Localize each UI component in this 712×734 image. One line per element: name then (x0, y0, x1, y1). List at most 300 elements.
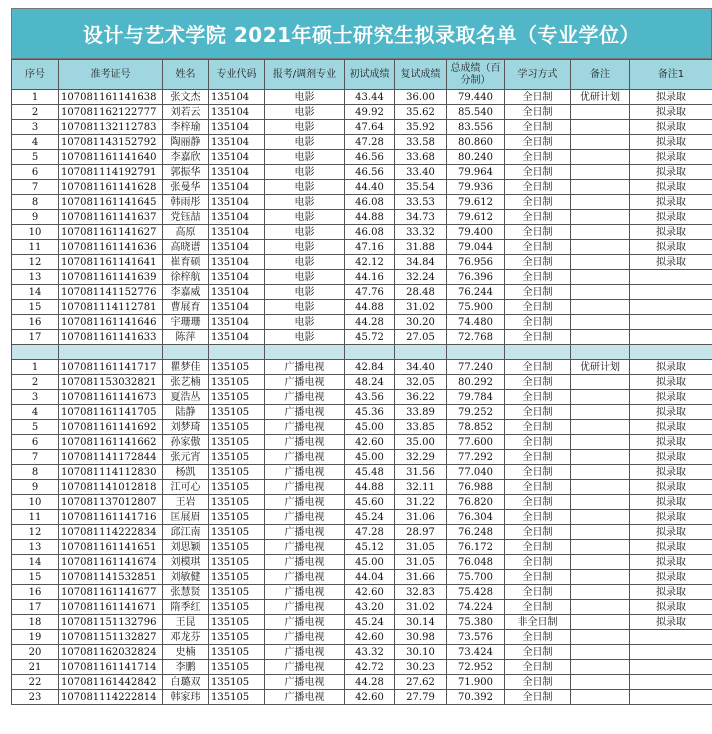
cell-seq: 2 (12, 375, 59, 390)
cell-note (571, 120, 630, 135)
cell-major-code: 135105 (209, 480, 265, 495)
table-row (12, 360, 712, 375)
cell-exam-id: 107081161442842 (59, 675, 163, 690)
separator-cell (395, 345, 447, 360)
cell-name: 王岩 (163, 495, 209, 510)
cell-study-mode: 全日制 (505, 255, 571, 270)
cell-major-code: 135105 (209, 585, 265, 600)
cell-note1: 拟录取 (630, 570, 712, 585)
cell-note1 (630, 645, 712, 660)
cell-note1: 拟录取 (630, 360, 712, 375)
cell-retest-score: 33.40 (395, 165, 447, 180)
cell-major-code: 135105 (209, 405, 265, 420)
cell-seq: 6 (12, 165, 59, 180)
cell-note1: 拟录取 (630, 165, 712, 180)
cell-note (571, 555, 630, 570)
cell-retest-score: 30.14 (395, 615, 447, 630)
cell-prelim-score: 47.76 (345, 285, 395, 300)
admission-table (11, 59, 712, 705)
separator-cell (59, 345, 163, 360)
cell-major: 广播电视 (265, 435, 345, 450)
cell-retest-score: 36.00 (395, 90, 447, 105)
cell-note1: 拟录取 (630, 240, 712, 255)
cell-total-score: 75.700 (447, 570, 505, 585)
cell-note1 (630, 675, 712, 690)
cell-major-code: 135105 (209, 435, 265, 450)
table-row (12, 600, 712, 615)
header-retest-score: 复试成绩 (395, 60, 447, 90)
cell-note (571, 225, 630, 240)
cell-prelim-score: 43.20 (345, 600, 395, 615)
cell-total-score: 76.244 (447, 285, 505, 300)
cell-major-code: 135104 (209, 135, 265, 150)
cell-study-mode: 全日制 (505, 285, 571, 300)
cell-note1: 拟录取 (630, 135, 712, 150)
cell-major: 广播电视 (265, 645, 345, 660)
cell-prelim-score: 45.00 (345, 420, 395, 435)
cell-note (571, 315, 630, 330)
header-prelim-score: 初试成绩 (345, 60, 395, 90)
table-row (12, 480, 712, 495)
cell-prelim-score: 44.16 (345, 270, 395, 285)
cell-seq: 15 (12, 570, 59, 585)
cell-note (571, 690, 630, 705)
cell-name: 江可心 (163, 480, 209, 495)
table-row (12, 330, 712, 345)
cell-major-code: 135105 (209, 690, 265, 705)
cell-major-code: 135104 (209, 105, 265, 120)
cell-exam-id: 107081161141717 (59, 360, 163, 375)
cell-seq: 3 (12, 120, 59, 135)
cell-note1: 拟录取 (630, 450, 712, 465)
cell-note1: 拟录取 (630, 555, 712, 570)
cell-note (571, 525, 630, 540)
cell-exam-id: 107081161141633 (59, 330, 163, 345)
cell-prelim-score: 46.08 (345, 195, 395, 210)
table-row (12, 240, 712, 255)
cell-retest-score: 27.62 (395, 675, 447, 690)
cell-major: 电影 (265, 195, 345, 210)
cell-exam-id: 107081114222834 (59, 525, 163, 540)
cell-major-code: 135105 (209, 675, 265, 690)
sheet-title: 设计与艺术学院 2021年硕士研究生拟录取名单（专业学位） (11, 8, 712, 59)
cell-note1: 拟录取 (630, 585, 712, 600)
cell-major-code: 135105 (209, 540, 265, 555)
cell-major-code: 135104 (209, 270, 265, 285)
cell-name: 刘模琪 (163, 555, 209, 570)
cell-name: 陶丽静 (163, 135, 209, 150)
cell-major: 广播电视 (265, 480, 345, 495)
cell-seq: 1 (12, 360, 59, 375)
cell-study-mode: 全日制 (505, 300, 571, 315)
cell-seq: 5 (12, 150, 59, 165)
cell-retest-score: 31.88 (395, 240, 447, 255)
cell-note (571, 540, 630, 555)
cell-major: 广播电视 (265, 690, 345, 705)
cell-note1: 拟录取 (630, 210, 712, 225)
cell-study-mode: 全日制 (505, 645, 571, 660)
cell-name: 张元宵 (163, 450, 209, 465)
cell-seq: 19 (12, 630, 59, 645)
cell-prelim-score: 42.60 (345, 690, 395, 705)
table-row (12, 570, 712, 585)
cell-major: 电影 (265, 105, 345, 120)
cell-seq: 20 (12, 645, 59, 660)
cell-exam-id: 107081161141639 (59, 270, 163, 285)
cell-seq: 16 (12, 315, 59, 330)
cell-study-mode: 全日制 (505, 150, 571, 165)
cell-exam-id: 107081151132796 (59, 615, 163, 630)
cell-total-score: 71.900 (447, 675, 505, 690)
cell-major-code: 135104 (209, 240, 265, 255)
cell-total-score: 73.424 (447, 645, 505, 660)
table-row (12, 525, 712, 540)
cell-note1: 拟录取 (630, 90, 712, 105)
header-name: 姓名 (163, 60, 209, 90)
cell-study-mode: 全日制 (505, 240, 571, 255)
header-exam-id: 准考证号 (59, 60, 163, 90)
cell-major: 电影 (265, 270, 345, 285)
cell-major: 电影 (265, 165, 345, 180)
separator-cell (12, 345, 59, 360)
cell-prelim-score: 45.60 (345, 495, 395, 510)
cell-note1: 拟录取 (630, 390, 712, 405)
table-row (12, 450, 712, 465)
cell-study-mode: 全日制 (505, 225, 571, 240)
cell-major: 电影 (265, 90, 345, 105)
table-row (12, 375, 712, 390)
cell-total-score: 76.304 (447, 510, 505, 525)
cell-name: 邱江南 (163, 525, 209, 540)
table-row (12, 630, 712, 645)
cell-study-mode: 非全日制 (505, 615, 571, 630)
cell-note (571, 675, 630, 690)
cell-prelim-score: 47.28 (345, 135, 395, 150)
header-study-mode: 学习方式 (505, 60, 571, 90)
cell-exam-id: 107081161141705 (59, 405, 163, 420)
cell-seq: 12 (12, 255, 59, 270)
cell-total-score: 77.240 (447, 360, 505, 375)
cell-prelim-score: 42.84 (345, 360, 395, 375)
admission-sheet (11, 8, 712, 705)
cell-retest-score: 31.05 (395, 555, 447, 570)
cell-total-score: 76.172 (447, 540, 505, 555)
cell-study-mode: 全日制 (505, 690, 571, 705)
cell-total-score: 80.240 (447, 150, 505, 165)
cell-note (571, 135, 630, 150)
cell-name: 陈萍 (163, 330, 209, 345)
cell-name: 刘敏健 (163, 570, 209, 585)
cell-name: 郭振华 (163, 165, 209, 180)
cell-name: 陆静 (163, 405, 209, 420)
cell-retest-score: 31.02 (395, 600, 447, 615)
cell-major: 电影 (265, 180, 345, 195)
cell-note (571, 255, 630, 270)
cell-prelim-score: 47.16 (345, 240, 395, 255)
cell-total-score: 79.044 (447, 240, 505, 255)
table-row (12, 210, 712, 225)
cell-note (571, 240, 630, 255)
cell-seq: 17 (12, 330, 59, 345)
cell-total-score: 70.392 (447, 690, 505, 705)
cell-exam-id: 107081161141646 (59, 315, 163, 330)
cell-name: 李鹏 (163, 660, 209, 675)
cell-name: 刘若云 (163, 105, 209, 120)
cell-name: 匡展眉 (163, 510, 209, 525)
cell-major-code: 135104 (209, 150, 265, 165)
cell-total-score: 72.768 (447, 330, 505, 345)
cell-major-code: 135104 (209, 255, 265, 270)
table-row (12, 555, 712, 570)
cell-total-score: 77.292 (447, 450, 505, 465)
table-row (12, 405, 712, 420)
cell-major: 电影 (265, 240, 345, 255)
cell-name: 夏浩丛 (163, 390, 209, 405)
cell-prelim-score: 47.64 (345, 120, 395, 135)
cell-major: 电影 (265, 285, 345, 300)
cell-seq: 14 (12, 555, 59, 570)
cell-major: 广播电视 (265, 585, 345, 600)
cell-note (571, 270, 630, 285)
cell-exam-id: 107081141532851 (59, 570, 163, 585)
cell-note1: 拟录取 (630, 615, 712, 630)
cell-prelim-score: 42.72 (345, 660, 395, 675)
cell-seq: 16 (12, 585, 59, 600)
cell-exam-id: 107081161141673 (59, 390, 163, 405)
cell-seq: 13 (12, 270, 59, 285)
cell-prelim-score: 42.60 (345, 585, 395, 600)
cell-note1: 拟录取 (630, 495, 712, 510)
cell-major: 广播电视 (265, 375, 345, 390)
cell-retest-score: 32.83 (395, 585, 447, 600)
cell-prelim-score: 42.60 (345, 630, 395, 645)
cell-total-score: 77.600 (447, 435, 505, 450)
cell-exam-id: 107081143152792 (59, 135, 163, 150)
cell-major-code: 135105 (209, 375, 265, 390)
cell-study-mode: 全日制 (505, 195, 571, 210)
cell-exam-id: 107081114112781 (59, 300, 163, 315)
cell-note1: 拟录取 (630, 540, 712, 555)
cell-name: 韩家玮 (163, 690, 209, 705)
cell-note1 (630, 330, 712, 345)
cell-total-score: 79.440 (447, 90, 505, 105)
cell-note (571, 645, 630, 660)
cell-major-code: 135104 (209, 300, 265, 315)
cell-major-code: 135104 (209, 180, 265, 195)
cell-retest-score: 31.22 (395, 495, 447, 510)
header-total-score: 总成绩（百分制） (447, 60, 505, 90)
cell-prelim-score: 47.28 (345, 525, 395, 540)
cell-retest-score: 34.73 (395, 210, 447, 225)
cell-total-score: 75.900 (447, 300, 505, 315)
cell-major: 广播电视 (265, 420, 345, 435)
cell-major: 广播电视 (265, 360, 345, 375)
cell-retest-score: 36.22 (395, 390, 447, 405)
cell-note: 优研计划 (571, 360, 630, 375)
table-row (12, 510, 712, 525)
cell-seq: 4 (12, 135, 59, 150)
cell-study-mode: 全日制 (505, 105, 571, 120)
cell-prelim-score: 43.32 (345, 645, 395, 660)
cell-study-mode: 全日制 (505, 330, 571, 345)
cell-name: 杨凯 (163, 465, 209, 480)
cell-note (571, 105, 630, 120)
cell-seq: 11 (12, 510, 59, 525)
cell-exam-id: 107081161141716 (59, 510, 163, 525)
cell-prelim-score: 43.56 (345, 390, 395, 405)
cell-prelim-score: 46.08 (345, 225, 395, 240)
cell-major-code: 135105 (209, 645, 265, 660)
cell-total-score: 76.248 (447, 525, 505, 540)
cell-major: 电影 (265, 330, 345, 345)
cell-name: 邓龙芬 (163, 630, 209, 645)
cell-major: 广播电视 (265, 495, 345, 510)
cell-study-mode: 全日制 (505, 600, 571, 615)
cell-seq: 1 (12, 90, 59, 105)
cell-seq: 14 (12, 285, 59, 300)
cell-note1: 拟录取 (630, 405, 712, 420)
cell-exam-id: 107081161141714 (59, 660, 163, 675)
cell-exam-id: 107081161141636 (59, 240, 163, 255)
cell-total-score: 72.952 (447, 660, 505, 675)
cell-major-code: 135104 (209, 225, 265, 240)
header-seq: 序号 (12, 60, 59, 90)
cell-total-score: 76.956 (447, 255, 505, 270)
cell-note1: 拟录取 (630, 120, 712, 135)
table-row (12, 585, 712, 600)
cell-retest-score: 33.68 (395, 150, 447, 165)
cell-name: 瞿梦佳 (163, 360, 209, 375)
cell-exam-id: 107081161141651 (59, 540, 163, 555)
cell-name: 李嘉欣 (163, 150, 209, 165)
cell-total-score: 80.860 (447, 135, 505, 150)
cell-major-code: 135105 (209, 630, 265, 645)
cell-exam-id: 107081161141645 (59, 195, 163, 210)
cell-note (571, 435, 630, 450)
cell-name: 孙家傲 (163, 435, 209, 450)
cell-prelim-score: 44.04 (345, 570, 395, 585)
cell-seq: 23 (12, 690, 59, 705)
cell-major: 广播电视 (265, 570, 345, 585)
cell-retest-score: 28.97 (395, 525, 447, 540)
cell-study-mode: 全日制 (505, 180, 571, 195)
cell-major: 电影 (265, 315, 345, 330)
cell-retest-score: 28.48 (395, 285, 447, 300)
cell-major-code: 135105 (209, 555, 265, 570)
cell-retest-score: 31.05 (395, 540, 447, 555)
cell-total-score: 79.400 (447, 225, 505, 240)
cell-total-score: 77.040 (447, 465, 505, 480)
cell-prelim-score: 45.24 (345, 615, 395, 630)
header-note: 备注 (571, 60, 630, 90)
cell-prelim-score: 44.88 (345, 300, 395, 315)
cell-name: 徐梓航 (163, 270, 209, 285)
table-row (12, 90, 712, 105)
cell-total-score: 79.936 (447, 180, 505, 195)
cell-note (571, 630, 630, 645)
cell-total-score: 83.556 (447, 120, 505, 135)
cell-retest-score: 32.24 (395, 270, 447, 285)
cell-name: 李嘉威 (163, 285, 209, 300)
cell-major: 广播电视 (265, 600, 345, 615)
cell-note (571, 465, 630, 480)
cell-note1: 拟录取 (630, 480, 712, 495)
cell-total-score: 79.964 (447, 165, 505, 180)
cell-study-mode: 全日制 (505, 210, 571, 225)
cell-prelim-score: 44.88 (345, 210, 395, 225)
cell-note (571, 480, 630, 495)
table-row (12, 105, 712, 120)
cell-note1 (630, 315, 712, 330)
cell-note1 (630, 660, 712, 675)
cell-exam-id: 107081161141677 (59, 585, 163, 600)
cell-study-mode: 全日制 (505, 540, 571, 555)
cell-prelim-score: 45.36 (345, 405, 395, 420)
cell-prelim-score: 45.00 (345, 555, 395, 570)
table-row (12, 300, 712, 315)
cell-name: 曹展育 (163, 300, 209, 315)
cell-study-mode: 全日制 (505, 90, 571, 105)
cell-major-code: 135105 (209, 360, 265, 375)
header-note1: 备注1 (630, 60, 712, 90)
cell-note1 (630, 270, 712, 285)
header-major: 报考/调剂专业 (265, 60, 345, 90)
cell-study-mode: 全日制 (505, 270, 571, 285)
cell-major-code: 135105 (209, 510, 265, 525)
cell-note1 (630, 285, 712, 300)
cell-study-mode: 全日制 (505, 480, 571, 495)
cell-major-code: 135105 (209, 390, 265, 405)
cell-note1: 拟录取 (630, 510, 712, 525)
cell-exam-id: 107081161141671 (59, 600, 163, 615)
cell-note1: 拟录取 (630, 435, 712, 450)
cell-study-mode: 全日制 (505, 675, 571, 690)
cell-retest-score: 33.53 (395, 195, 447, 210)
cell-retest-score: 33.58 (395, 135, 447, 150)
separator-cell (163, 345, 209, 360)
cell-study-mode: 全日制 (505, 660, 571, 675)
cell-exam-id: 107081151132827 (59, 630, 163, 645)
cell-major-code: 135104 (209, 195, 265, 210)
cell-seq: 5 (12, 420, 59, 435)
cell-note1 (630, 630, 712, 645)
cell-study-mode: 全日制 (505, 555, 571, 570)
cell-study-mode: 全日制 (505, 585, 571, 600)
cell-note (571, 390, 630, 405)
cell-major: 电影 (265, 255, 345, 270)
cell-study-mode: 全日制 (505, 630, 571, 645)
cell-major: 广播电视 (265, 540, 345, 555)
cell-prelim-score: 42.12 (345, 255, 395, 270)
cell-note (571, 150, 630, 165)
cell-exam-id: 107081141172844 (59, 450, 163, 465)
cell-retest-score: 34.40 (395, 360, 447, 375)
cell-note1: 拟录取 (630, 375, 712, 390)
cell-prelim-score: 48.24 (345, 375, 395, 390)
cell-note1 (630, 690, 712, 705)
cell-note (571, 165, 630, 180)
cell-major: 广播电视 (265, 390, 345, 405)
cell-exam-id: 107081141152776 (59, 285, 163, 300)
cell-study-mode: 全日制 (505, 165, 571, 180)
cell-study-mode: 全日制 (505, 465, 571, 480)
cell-major: 广播电视 (265, 615, 345, 630)
cell-total-score: 85.540 (447, 105, 505, 120)
cell-seq: 9 (12, 210, 59, 225)
cell-major-code: 135105 (209, 495, 265, 510)
cell-name: 高原 (163, 225, 209, 240)
cell-seq: 21 (12, 660, 59, 675)
